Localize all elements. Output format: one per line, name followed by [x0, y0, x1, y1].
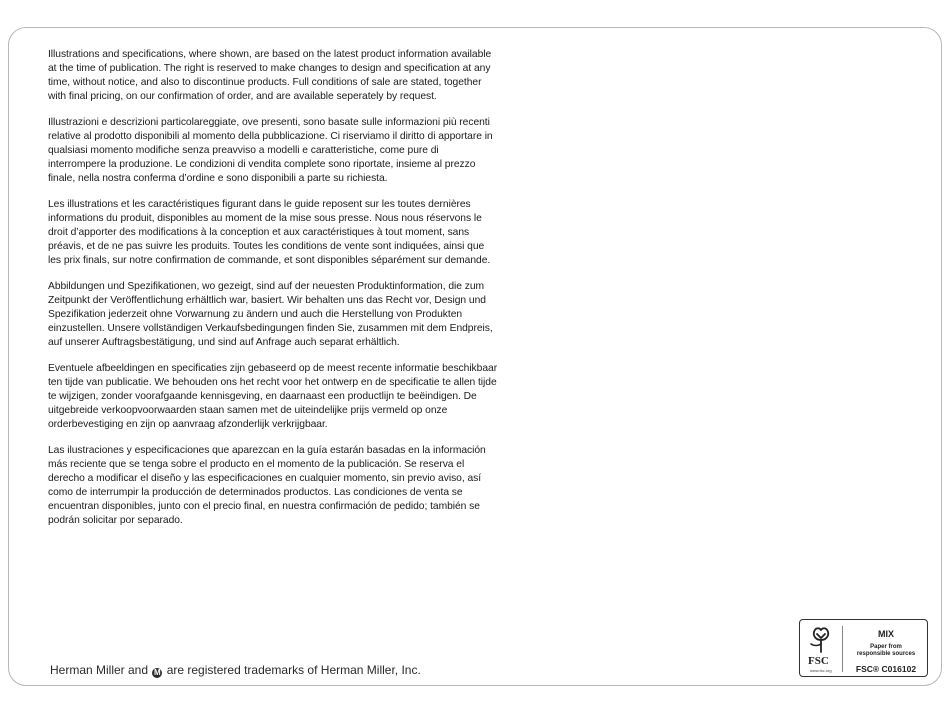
fsc-tree-icon — [806, 624, 836, 654]
fsc-license-code: FSC® C016102 — [855, 664, 917, 674]
trademark-note — [50, 663, 421, 678]
disclaimer-italian: Illustrazioni e descrizioni particolareggiate, ove presenti, sono basate sulle informazioni più recenti relative al prodotto disponibili al momento della pubblicazione. Ci riserviamo il diritto di apportare in qualsiasi momento modifiche senza preavviso a modelli e caratteristiche, come pure di interrompere la produzione. Le condizioni di vendita complete sono riportate, insieme al prezzo finale, nella nostra conferma d’ordine e sono disponibili a parte su richiesta. — [48, 117, 493, 184]
disclaimer-dutch: Eventuele afbeeldingen en specificaties zijn gebaseerd op de meest recente informatie beschikbaar ten tijde van publicatie. We behouden ons het recht voor het ontwerp en de specificatie te allen tijde te wijzigen, zonder voorafgaande kennisgeving, en daarnaast een productlijn te beëindigen. De uitgebreide verkoopvoorwaarden staan samen met de uiteindelijke prijs vermeld op onze orderbevestiging en zijn op aanvraag afzonderlijk verkrijgbaar. — [48, 363, 498, 430]
fsc-certification-label — [799, 619, 928, 677]
disclaimer-english: Illustrations and specifications, where shown, are based on the latest product information available at the time of publication. The right is reserved to make changes to design and specification at any time, without notice, and also to discontinue products. Full conditions of sale are stated, together with final pricing, on our confirmation of order, and are available seperately by request. — [48, 49, 492, 102]
fsc-mix-label: MIX — [877, 629, 894, 639]
herman-miller-logo-icon: M — [154, 668, 161, 677]
fsc-sources-line: responsible sources — [856, 651, 916, 657]
fsc-url: www.fsc.org — [810, 668, 832, 673]
disclaimer-column — [48, 48, 498, 540]
disclaimer-spanish: Las ilustraciones y especificaciones que aparezcan en la guía estarán basadas en la información más reciente que se tenga sobre el producto en el momento de la publicación. Se reserva el derecho a modificar el diseño y las especificaciones en cualquier momento, sin previo aviso, así como de interrumpir la producción de determinados productos. Las condiciones de venta se encuentran disponibles, junto con el precio final, en nuestra confirmación de pedido; también se podrán solicitar por separado. — [48, 445, 486, 526]
trademark-text-end: are registered trademarks of Herman Miller, Inc. — [163, 663, 421, 677]
disclaimer-german: Abbildungen und Spezifikationen, wo gezeigt, sind auf der neuesten Produktinformation, die zum Zeitpunkt der Veröffentlichung erhältlich war, basiert. Wir behalten uns das Recht vor, Design und Spezifikation jederzeit ohne Vorwarnung zu ändern und auch die Herstellung von Produkten einzustellen. Unsere vollständigen Verkaufsbedingungen finden Sie, zusammen mit dem Endpreis, auf unserer Auftragsbestätigung, und sind auf Anfrage auch separat erhältlich. — [48, 281, 493, 348]
fsc-divider — [842, 626, 843, 672]
trademark-text-start: Herman Miller and — [50, 663, 152, 677]
fsc-paper-line: Paper from — [870, 644, 902, 650]
disclaimer-french: Les illustrations et les caractéristiques figurant dans le guide reposent sur les toutes dernières informations du produit, disponibles au moment de la mise sous presse. Nous nous réservons le droit d’apporter des modifications à la conception et aux caractéristiques à tout moment, sans préavis, et de ne pas suivre les produits. Toutes les conditions de vente sont indiquées, ainsi que les prix finals, sur notre confirmation de commande, et sont disponibles séparément sur demande. — [48, 199, 491, 266]
fsc-wordmark: FSC — [808, 655, 829, 667]
